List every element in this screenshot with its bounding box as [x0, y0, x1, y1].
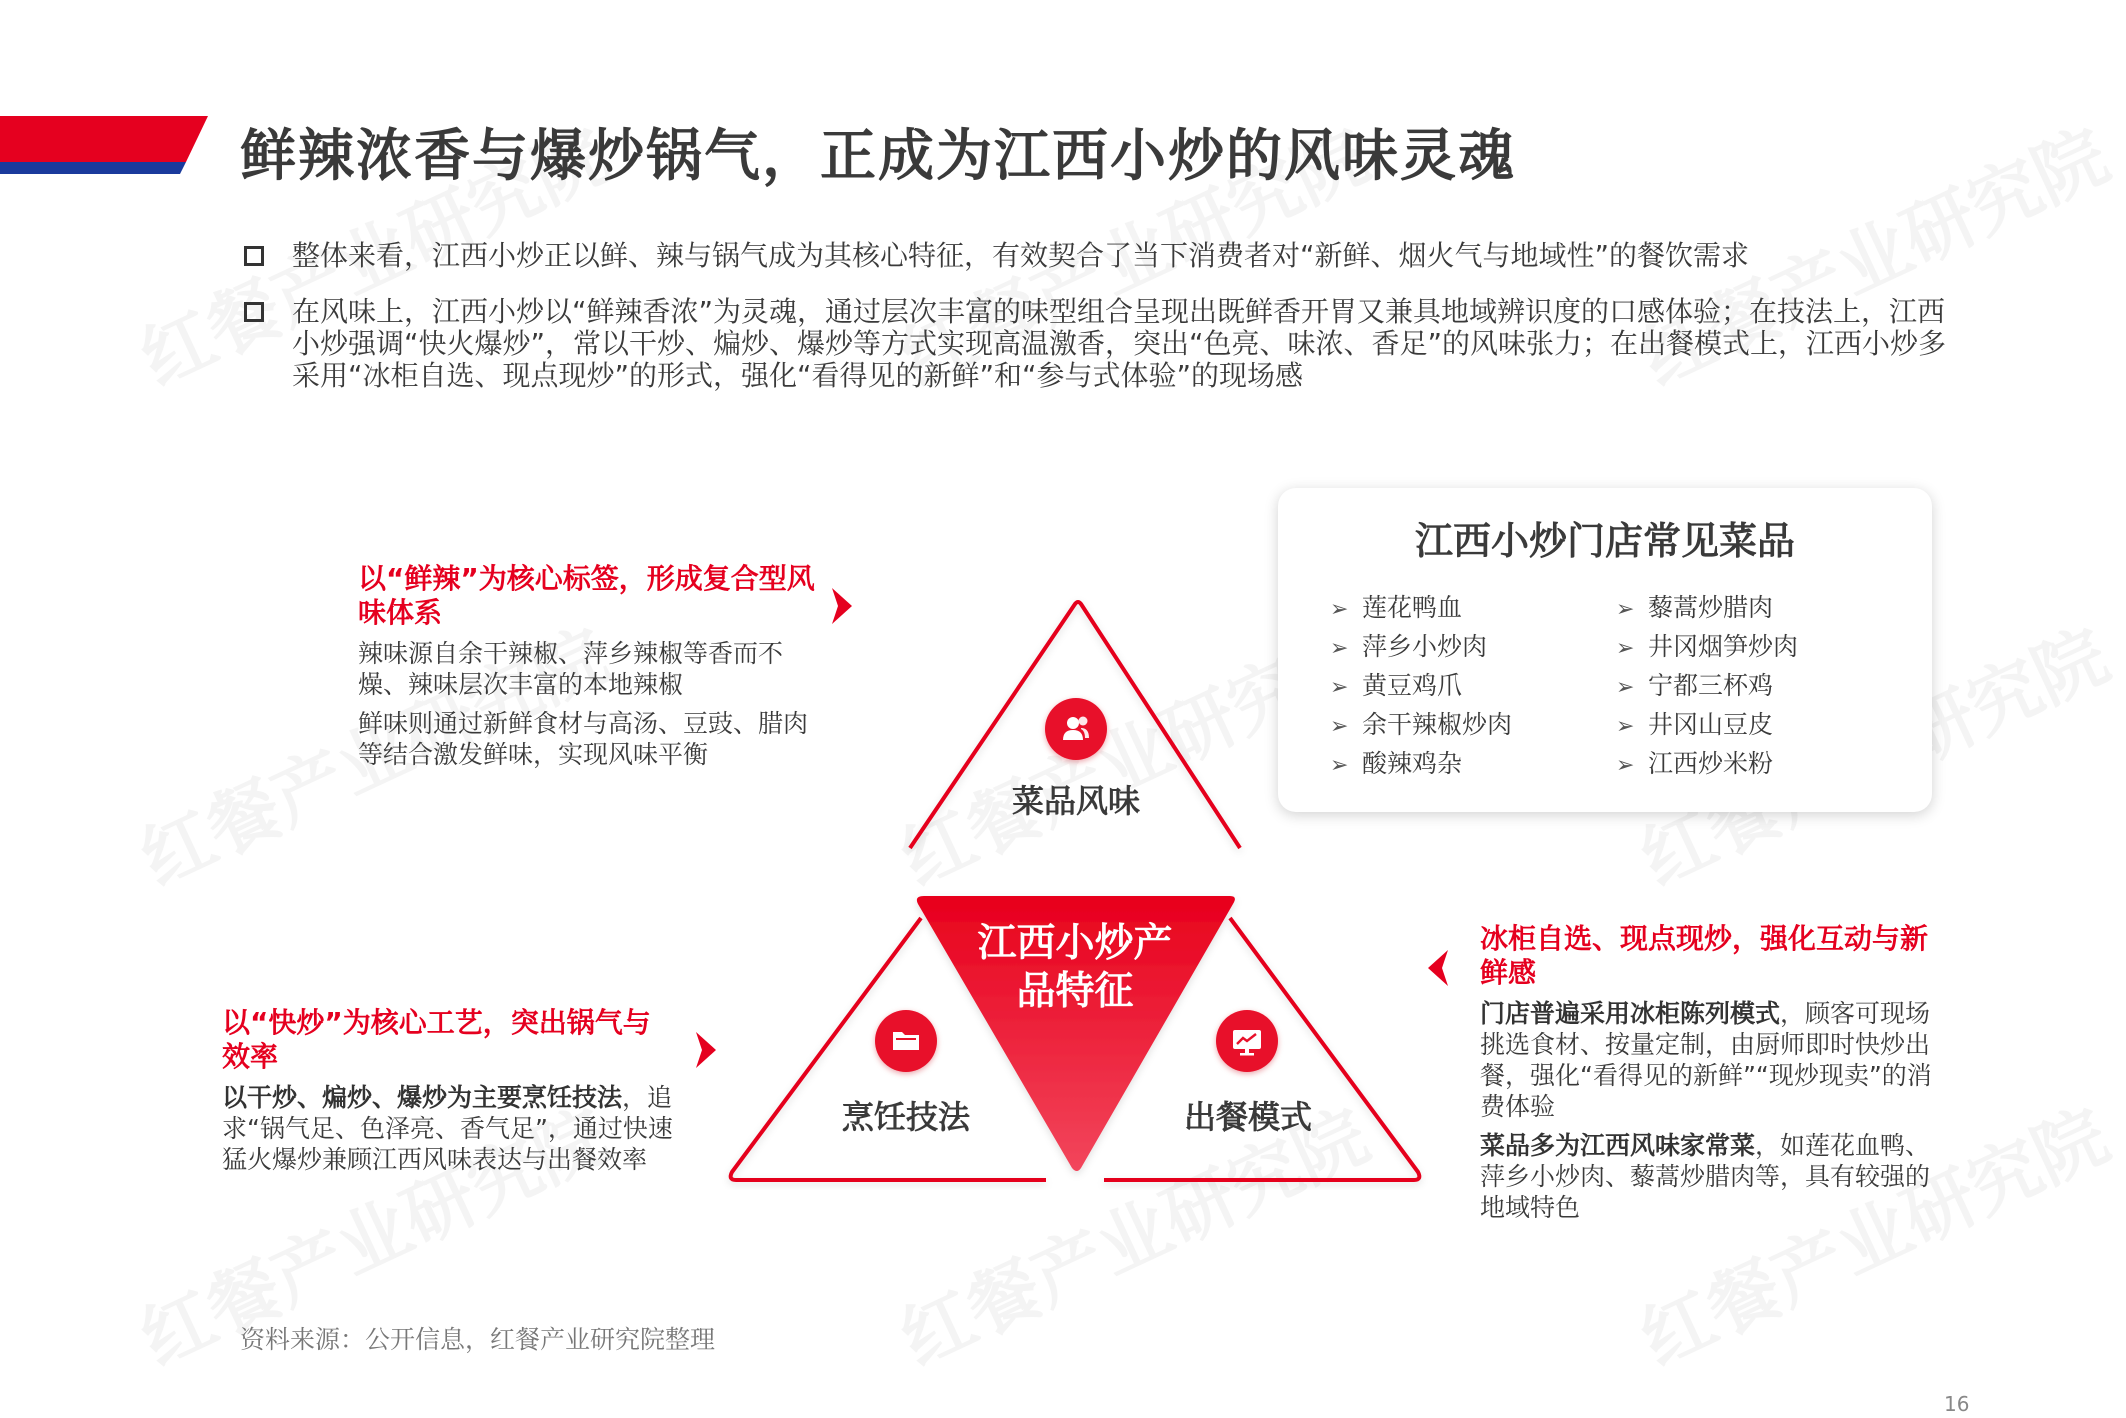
arrow-right-icon: ➢	[1616, 597, 1635, 622]
arrow-right-icon: ➢	[1330, 714, 1349, 739]
technique-lead: 以干炒、煸炒、爆炒为主要烹饪技法	[222, 1083, 623, 1112]
technique-heading: 以“快炒”为核心工艺，突出锅气与效率	[222, 1006, 651, 1073]
dish-item: ➢ 酸辣鸡杂	[1330, 749, 1463, 778]
page-title: 鲜辣浓香与爆炒锅气，正成为江西小炒的风味灵魂	[240, 124, 1516, 189]
arrow-right-icon: ➢	[1616, 753, 1635, 778]
flavor-heading: 以“鲜辣”为核心标签，形成复合型风味体系	[358, 562, 815, 629]
square-bullet-icon	[244, 302, 264, 322]
dish-item: ➢ 黄豆鸡爪	[1330, 671, 1463, 700]
dish-item: ➢ 萍乡小炒肉	[1330, 632, 1488, 661]
bullet-item	[244, 240, 1932, 272]
dish-item: ➢ 藜蒿炒腊肉	[1616, 593, 1774, 622]
service-detail: ，顾客可现场挑选食材、按量定制，由厨师即时快炒出餐，强化“看得见的新鲜”“现炒现卖”的消费体验	[1480, 999, 1932, 1121]
arrow-right-icon: ➢	[1616, 636, 1635, 661]
dish-item: ➢ 井冈山豆皮	[1616, 710, 1774, 739]
arrow-right-icon: ➢	[1330, 753, 1349, 778]
service-detail: ，如莲花血鸭、萍乡小炒肉、藜蒿炒腊肉等，具有较强的地域特色	[1480, 1131, 1931, 1222]
bullet-text: 整体来看，江西小炒正以鲜、辣与锅气成为其核心特征，有效契合了当下消费者对“新鲜、烟火气与地域性”的餐饮需求	[292, 239, 1750, 272]
pointer-right-icon	[694, 1030, 718, 1070]
technique-detail: ，追求“锅气足、色泽亮、香气足”，通过快速猛火爆炒兼顾江西风味表达与出餐效率	[222, 1083, 673, 1174]
bullet-text: 在风味上，江西小炒以“鲜辣香浓”为灵魂，通过层次丰富的味型组合呈现出既鲜香开胃又兼具地域辨识度的口感体验；在技法上，江西小炒强调“快火爆炒”，常以干炒、煸炒、爆炒等方式实现高温激香，突出“色亮、味浓、香足”的风味张力；在出餐模式上，江西小炒多采用“冰柜自选、现点现炒”的形式，强化“看得见的新鲜”和“参与式体验”的现场感	[292, 295, 1947, 392]
technique-block	[222, 1006, 678, 1175]
flavor-text: 辣味源自余干辣椒、萍乡辣椒等香而不燥、辣味层次丰富的本地辣椒	[358, 639, 784, 699]
center-label: 江西小炒产品特征	[977, 921, 1173, 1014]
flavor-text: 鲜味则通过新鲜食材与高汤、豆豉、腊肉等结合激发鲜味，实现风味平衡	[358, 709, 809, 769]
monitor-chart-icon	[1216, 1010, 1278, 1072]
label-technique: 烹饪技法	[841, 1098, 970, 1136]
dish-item: ➢ 余干辣椒炒肉	[1330, 710, 1513, 739]
arrow-right-icon: ➢	[1330, 636, 1349, 661]
bullet-item	[244, 296, 1952, 392]
arrow-right-icon: ➢	[1330, 597, 1349, 622]
arrow-right-icon: ➢	[1616, 675, 1635, 700]
service-lead: 菜品多为江西风味家常菜	[1480, 1131, 1756, 1160]
label-service: 出餐模式	[1183, 1098, 1312, 1136]
service-lead: 门店普遍采用冰柜陈列模式	[1480, 999, 1781, 1028]
dishes-card-title: 江西小炒门店常见菜品	[1414, 519, 1795, 563]
service-block	[1480, 922, 1936, 1223]
service-heading: 冰柜自选、现点现炒，强化互动与新鲜感	[1480, 922, 1929, 989]
people-icon	[1045, 698, 1107, 760]
label-flavor: 菜品风味	[1011, 782, 1140, 820]
square-bullet-icon	[244, 246, 264, 266]
dish-item: ➢ 井冈烟笋炒肉	[1616, 632, 1799, 661]
header-accent-bar	[0, 116, 210, 176]
service-text	[1480, 998, 1936, 1122]
service-text	[1480, 1130, 1936, 1223]
arrow-right-icon: ➢	[1616, 714, 1635, 739]
folder-icon	[875, 1010, 937, 1072]
source-note: 资料来源：公开信息，红餐产业研究院整理	[240, 1325, 716, 1354]
page-number: 16	[1944, 1392, 1970, 1416]
dishes-card	[1278, 488, 1932, 812]
dish-item: ➢ 莲花鸭血	[1330, 593, 1463, 622]
dish-item: ➢ 宁都三杯鸡	[1616, 671, 1774, 700]
dish-item: ➢ 江西炒米粉	[1616, 749, 1774, 778]
arrow-right-icon: ➢	[1330, 675, 1349, 700]
technique-text	[222, 1082, 678, 1175]
